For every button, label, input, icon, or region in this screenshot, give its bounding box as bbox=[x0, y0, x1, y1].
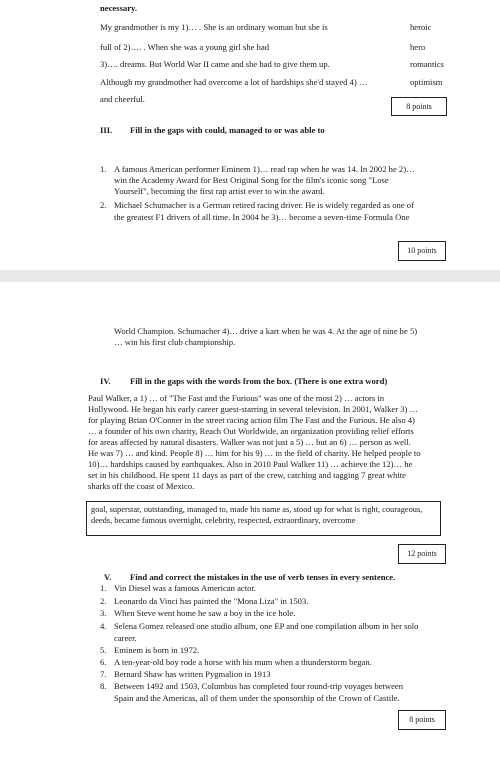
header-line: necessary. bbox=[100, 3, 137, 13]
list-item bbox=[100, 582, 450, 594]
points-box: 10 points bbox=[398, 241, 446, 261]
story-line: 3)…. dreams. But World War II came and she had to give them up. bbox=[100, 59, 330, 69]
list-item bbox=[100, 620, 450, 644]
item-line: Yourself", becoming the first rap artist ever to win the award. bbox=[114, 186, 325, 196]
word-option: romantics bbox=[410, 59, 444, 69]
item-line: Spain and the Americas, all of them under the sponsorship of the Crown of Castile. bbox=[114, 693, 400, 703]
item-line: Between 1492 and 1503, Columbus has completed four round-trip voyages between bbox=[114, 681, 404, 691]
list-item bbox=[100, 163, 460, 203]
item-number: 4. bbox=[100, 621, 107, 631]
story-line: My grandmother is my 1)… . She is an ordinary woman but she is bbox=[100, 22, 328, 32]
item-line: Selena Gomez released one studio album, one EP and one compilation album in her solo bbox=[114, 621, 419, 631]
list-item bbox=[100, 595, 450, 607]
section-title: Fill in the gaps with the words from the box. (There is one extra word) bbox=[130, 376, 388, 386]
points-box: 8 points bbox=[391, 97, 447, 116]
item-number: 3. bbox=[100, 608, 107, 618]
paragraph-line: He was 7) … and kind. People 8) … him for his 9) … in the field of charity. He helped people to bbox=[88, 448, 421, 458]
list-item bbox=[100, 644, 450, 656]
worksheet-page-2 bbox=[0, 282, 500, 769]
paragraph-line: … a founder of his own charity, Reach Out Worldwide, an organization providing relief efforts bbox=[88, 426, 414, 436]
section-number: V. bbox=[104, 572, 112, 582]
item-number: 1. bbox=[100, 164, 107, 174]
continuation-line: World Champion. Schumacher 4)… drive a kart when he was 4. At the age of nine he 5) bbox=[114, 326, 418, 336]
item-line: When Steve went home he saw a boy in the ice hole. bbox=[114, 608, 296, 618]
item-line: A ten-year-old boy rode a horse with his mum when a thunderstorm began. bbox=[114, 657, 372, 667]
section-title: Find and correct the mistakes in the use of verb tenses in every sentence. bbox=[130, 572, 396, 582]
paragraph-line: for playing Brian O'Conner in the street racing action film The Fast and the Furious. He also 4) bbox=[88, 415, 415, 425]
paragraph-line: sharks off the coast of Mexico. bbox=[88, 481, 195, 491]
section-number: III. bbox=[100, 125, 113, 135]
item-line: the greatest F1 drivers of all time. In 2004 he 3)… become a seven-time Formula One bbox=[114, 212, 410, 222]
paragraph-line: set in his childhood. He spent 11 days as part of the crew, catching and tagging 7 great white bbox=[88, 470, 406, 480]
word-box: goal, superstar, outstanding, managed to, made his name as, stood up for what is right, courageous, deeds, became famous overnight, celebrity, respected, extraordinary, overcome bbox=[86, 501, 441, 536]
item-line: Michael Schumacher is a German retired racing driver. He is widely regarded as one of bbox=[114, 200, 414, 210]
list-item bbox=[100, 607, 450, 619]
list-item bbox=[100, 656, 450, 668]
word-option: optimism bbox=[410, 77, 443, 87]
list-item bbox=[100, 680, 450, 704]
section-number: IV. bbox=[100, 376, 111, 386]
item-number: 2. bbox=[100, 200, 107, 210]
item-line: Bernard Shaw has written Pygmalion in 1913 bbox=[114, 669, 271, 679]
item-number: 7. bbox=[100, 669, 107, 679]
item-number: 6. bbox=[100, 657, 107, 667]
points-box: 12 points bbox=[398, 544, 446, 564]
item-line: win the Academy Award for Best Original Song for the film's iconic song "Lose bbox=[114, 175, 389, 185]
item-number: 5. bbox=[100, 645, 107, 655]
word-option: heroic bbox=[410, 22, 432, 32]
list-item bbox=[100, 668, 450, 680]
item-line: A famous American performer Eminem 1)… read rap when he was 14. In 2002 he 2)… bbox=[114, 164, 415, 174]
paragraph-line: Hollywood. He began his early career guest-starring in several television. In 2001, Walker 3) … bbox=[88, 404, 419, 414]
story-line: Although my grandmother had overcome a lot of hardships she'd stayed 4) … bbox=[100, 77, 368, 87]
item-number: 2. bbox=[100, 596, 107, 606]
item-number: 1. bbox=[100, 583, 107, 593]
item-line: Vin Diesel was a famous American actor. bbox=[114, 583, 256, 593]
item-number: 8. bbox=[100, 681, 107, 691]
item-line: Eminem is born in 1972. bbox=[114, 645, 200, 655]
section-title: Fill in the gaps with could, managed to or was able to bbox=[130, 125, 325, 135]
worksheet-page-1 bbox=[0, 0, 500, 270]
list-item bbox=[100, 199, 460, 227]
item-line: career. bbox=[114, 633, 137, 643]
paragraph-line: 10)… hardships caused by earthquakes. Also in 2010 Paul Walker 11) … achieve the 12)… he bbox=[88, 459, 413, 469]
word-option: hero bbox=[410, 42, 426, 52]
story-line: full of 2)…. . When she was a young girl she had bbox=[100, 42, 270, 52]
paragraph-line: for areas affected by natural disasters. Walker was not just a 5) … but an 6) … person as well. bbox=[88, 437, 411, 447]
item-line: Leonardo da Vinci has painted the "Mona Liza" in 1503. bbox=[114, 596, 309, 606]
paragraph-line: Paul Walker, a 1) … of "The Fast and the Furious" was one of the most 2) … actors in bbox=[88, 393, 385, 403]
story-line: and cheerful. bbox=[100, 94, 145, 104]
continuation-line: … win his first club championship. bbox=[114, 337, 236, 347]
points-box: 8 points bbox=[398, 710, 446, 730]
